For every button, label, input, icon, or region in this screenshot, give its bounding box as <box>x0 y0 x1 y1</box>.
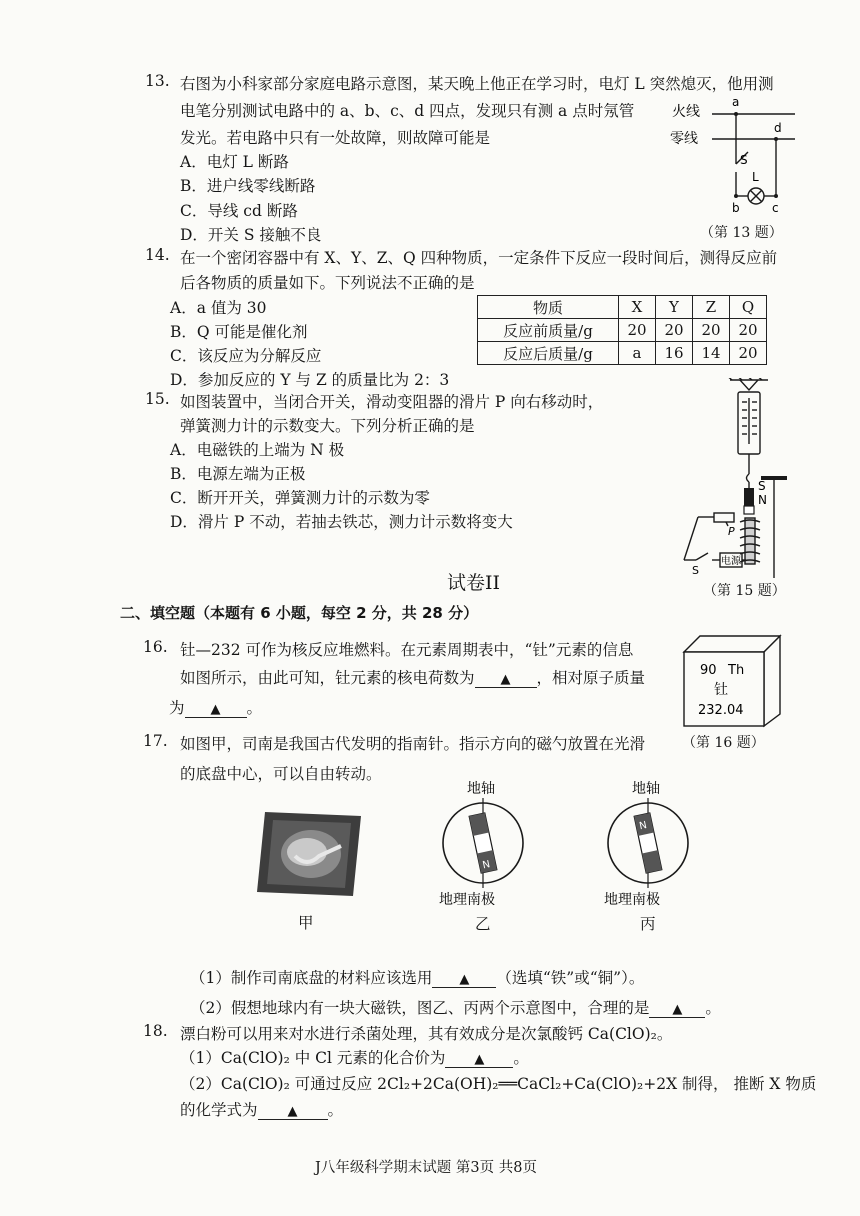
table-cell: 14 <box>693 342 730 365</box>
q14-option-a: A．a 值为 30 <box>170 299 267 317</box>
q18-answer-blank-1[interactable]: ▲ <box>445 1053 513 1068</box>
earth-axis-label: 地轴 <box>632 781 660 797</box>
q13-circuit-figure <box>670 92 800 242</box>
q13-stem-line1: 右图为小科家部分家庭电路示意图，某天晚上他正在学习时，电灯 L 突然熄灭，他用测 <box>180 75 774 93</box>
q15-stem-line1: 如图装置中，当闭合开关，滑动变阻器的滑片 P 向右移动时， <box>180 393 604 411</box>
q13-stem-line2: 电笔分别测试电路中的 a、b、c、d 四点，发现只有测 a 点时氖管 <box>180 102 635 120</box>
magnet-s-pole-label: S <box>758 479 766 493</box>
power-source-label: 电源 <box>721 556 741 567</box>
table-row <box>478 342 767 365</box>
table-cell: Q <box>730 296 767 319</box>
earth-magnet-figure-yi <box>425 778 545 913</box>
q17-answer-blank-2[interactable]: ▲ <box>649 1003 705 1018</box>
q13-figure-caption: （第 13 题） <box>700 225 783 241</box>
paper-ii-title: 试卷II <box>447 572 501 594</box>
point-d-label: d <box>774 121 782 135</box>
q15-option-b: B．电源左端为正极 <box>170 465 306 483</box>
table-row <box>478 319 767 342</box>
q16-stem-line2 <box>180 666 645 688</box>
magnet-n-pole-label: N <box>758 493 767 507</box>
q16-text: ，相对原子质量 <box>536 669 646 687</box>
q17-text: （选填“铁”或“铜”）。 <box>496 969 645 987</box>
q15-option-d: D．滑片 P 不动，若抽去铁芯，测力计示数将变大 <box>170 513 513 531</box>
q16-text: 为 <box>169 699 185 717</box>
table-cell: Y <box>656 296 693 319</box>
q17-subquestion-2 <box>190 996 721 1018</box>
q15-electromagnet-figure <box>668 378 798 578</box>
q15-stem-line2: 弹簧测力计的示数变大。下列分析正确的是 <box>180 417 475 435</box>
element-symbol: Th <box>728 663 745 678</box>
q17-number: 17. <box>143 732 168 750</box>
figure-yi-label: 乙 <box>475 915 491 933</box>
q13-option-c: C．导线 cd 断路 <box>180 202 298 220</box>
magnet-pole-mark: N <box>481 859 492 872</box>
q17-stem-line1: 如图甲，司南是我国古代发明的指南针。指示方向的磁勺放置在光滑 <box>180 735 646 753</box>
q14-option-d: D．参加反应的 Y 与 Z 的质量比为 2：3 <box>170 371 450 389</box>
thorium-element-card <box>680 632 790 728</box>
q18-subquestion-1 <box>180 1046 529 1068</box>
q18-number: 18. <box>143 1022 168 1040</box>
q18-text: 。 <box>327 1101 344 1119</box>
q16-answer-blank-2[interactable]: ▲ <box>185 703 247 718</box>
lamp-label: L <box>752 170 759 184</box>
q18-text: （1）Ca(ClO)₂ 中 Cl 元素的化合价为 <box>180 1049 446 1067</box>
table-cell: 20 <box>693 319 730 342</box>
table-cell: a <box>619 342 656 365</box>
earth-axis-label: 地轴 <box>467 781 495 797</box>
table-cell: 20 <box>656 319 693 342</box>
point-a-label: a <box>732 95 740 109</box>
element-atomic-number: 90 <box>700 663 717 678</box>
point-c-label: c <box>772 201 779 215</box>
q15-option-c: C．断开开关，弹簧测力计的示数为零 <box>170 489 430 507</box>
figure-bing-label: 丙 <box>640 915 656 933</box>
table-cell: 20 <box>730 342 767 365</box>
q18-answer-blank-2[interactable]: ▲ <box>258 1105 328 1120</box>
sinan-compass-picture <box>255 810 365 900</box>
earth-magnet-figure-bing <box>588 778 708 913</box>
q17-text: （1）制作司南底盘的材料应该选用 <box>190 969 433 987</box>
q15-number: 15. <box>145 390 170 408</box>
switch-label: S <box>740 153 748 167</box>
q18-subquestion-2-answer <box>180 1098 343 1120</box>
q16-number: 16. <box>143 638 168 656</box>
q17-answer-blank-1[interactable]: ▲ <box>432 973 496 988</box>
element-name: 钍 <box>714 682 728 698</box>
q16-figure-caption: （第 16 题） <box>682 735 765 751</box>
q16-answer-blank-1[interactable]: ▲ <box>475 673 537 688</box>
q14-option-b: B．Q 可能是催化剂 <box>170 323 308 341</box>
q14-stem-line2: 后各物质的质量如下。下列说法不正确的是 <box>180 274 475 292</box>
table-cell: 反应后质量/g <box>478 342 619 365</box>
q17-stem-line2: 的底盘中心，可以自由转动。 <box>180 765 382 783</box>
figure-jia-label: 甲 <box>298 914 314 932</box>
q16-text: 如图所示，由此可知，钍元素的核电荷数为 <box>180 669 475 687</box>
q18-text: 的化学式为 <box>180 1101 258 1119</box>
table-cell: X <box>619 296 656 319</box>
table-cell: 反应前质量/g <box>478 319 619 342</box>
q14-stem-line1: 在一个密闭容器中有 X、Y、Z、Q 四种物质，一定条件下反应一段时间后，测得反应前 <box>180 249 778 267</box>
q16-text: 。 <box>246 699 263 717</box>
q15-option-a: A．电磁铁的上端为 N 极 <box>170 441 345 459</box>
switch-s-label: S <box>692 564 699 577</box>
section-two-heading: 二、填空题（本题有 6 小题，每空 2 分，共 28 分） <box>120 604 479 622</box>
point-b-label: b <box>732 201 740 215</box>
q13-option-b: B．进户线零线断路 <box>180 177 316 195</box>
table-cell: 16 <box>656 342 693 365</box>
live-wire-label: 火线 <box>672 104 700 120</box>
slider-p-label: P <box>728 525 735 538</box>
q16-stem-line1: 钍—232 可作为核反应堆燃料。在元素周期表中，“钍”元素的信息 <box>180 641 634 659</box>
q13-option-a: A．电灯 L 断路 <box>180 153 289 171</box>
q17-text: （2）假想地球内有一块大磁铁，图乙、丙两个示意图中，合理的是 <box>190 999 650 1017</box>
q18-text: 。 <box>513 1049 529 1067</box>
geographic-south-pole-label: 地理南极 <box>604 892 660 908</box>
geographic-south-pole-label: 地理南极 <box>439 892 495 908</box>
neutral-wire-label: 零线 <box>670 131 698 147</box>
q13-number: 13. <box>145 72 170 90</box>
magnet-pole-mark: N <box>638 819 648 833</box>
table-cell: Z <box>693 296 730 319</box>
q14-number: 14. <box>145 246 170 264</box>
table-row <box>478 296 767 319</box>
q13-stem-line3: 发光。若电路中只有一处故障，则故障可能是 <box>180 129 491 147</box>
q14-mass-table <box>477 295 767 365</box>
q17-text: 。 <box>705 999 721 1017</box>
page-footer: J八年级科学期末试题 第3页 共8页 <box>315 1160 537 1176</box>
q13-option-d: D．开关 S 接触不良 <box>180 226 322 244</box>
q17-subquestion-1 <box>190 966 644 988</box>
table-cell: 20 <box>730 319 767 342</box>
element-atomic-mass: 232.04 <box>698 703 744 718</box>
q14-option-c: C．该反应为分解反应 <box>170 347 322 365</box>
q18-subquestion-2: （2）Ca(ClO)₂ 可通过反应 2Cl₂+2Ca(OH)₂══CaCl₂+Ca(ClO)₂+2X 制得， 推断 X 物质 <box>180 1075 817 1093</box>
table-cell: 物质 <box>478 296 619 319</box>
table-cell: 20 <box>619 319 656 342</box>
q18-stem-line1: 漂白粉可以用来对水进行杀菌处理，其有效成分是次氯酸钙 Ca(ClO)₂。 <box>180 1025 673 1043</box>
q16-stem-line3 <box>169 696 262 718</box>
q15-figure-caption: （第 15 题） <box>703 583 786 599</box>
